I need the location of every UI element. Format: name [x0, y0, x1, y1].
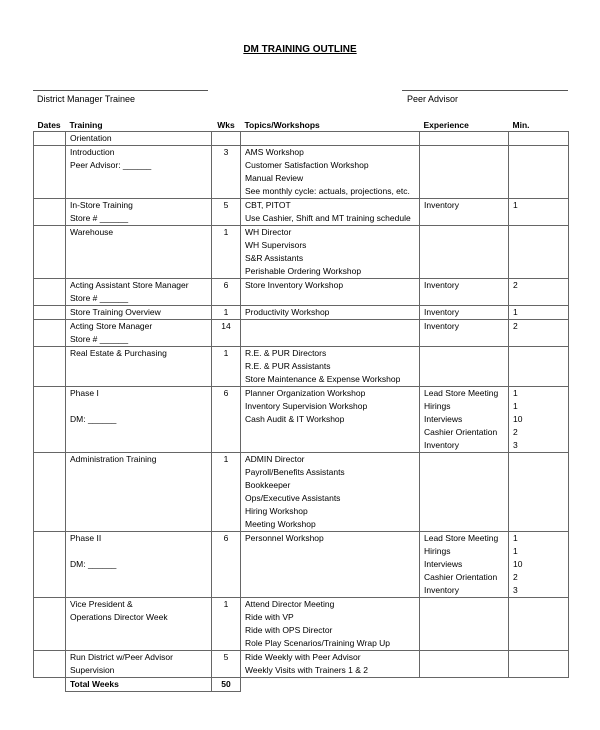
cell-topics	[241, 453, 420, 532]
cell-topics	[241, 347, 420, 387]
cell-wks: 1	[212, 347, 241, 387]
cell-line: CBT, PITOT	[245, 200, 291, 210]
cell-experience	[420, 387, 509, 453]
cell-line: Inventory	[424, 280, 459, 290]
cell-line: Store Training Overview	[70, 307, 161, 317]
cell-line: 2	[513, 572, 518, 582]
cell-experience	[420, 226, 509, 279]
cell-line: Inventory	[424, 307, 459, 317]
cell-line: Hirings	[424, 401, 451, 411]
cell-wks: 1	[212, 598, 241, 651]
cell-line: Phase I	[70, 388, 99, 398]
cell-line: Weekly Visits with Trainers 1 & 2	[245, 665, 368, 675]
cell-topics	[241, 199, 420, 226]
cell-line: AMS Workshop	[245, 147, 304, 157]
cell-line: Supervision	[70, 665, 115, 675]
table-row	[34, 146, 569, 199]
cell-topics	[241, 306, 420, 320]
cell-training	[66, 146, 212, 199]
cell-line: DM: ______	[70, 559, 117, 569]
cell-line: Inventory	[424, 440, 459, 450]
cell-line: 1	[513, 546, 518, 556]
cell-line: Personnel Workshop	[245, 533, 324, 543]
page-title: DM TRAINING OUTLINE	[243, 44, 357, 55]
cell-line: 1	[513, 388, 518, 398]
cell-dates	[34, 532, 66, 598]
cell-experience	[420, 146, 509, 199]
cell-line: 1	[513, 200, 518, 210]
cell-topics	[241, 387, 420, 453]
cell-wks: 1	[212, 453, 241, 532]
cell-line: Warehouse	[70, 227, 114, 237]
cell-line: See monthly cycle: actuals, projections, etc.	[245, 186, 410, 196]
table-row	[34, 532, 569, 598]
cell-topics	[241, 132, 420, 146]
training-outline-table	[33, 118, 569, 692]
cell-line: Store Inventory Workshop	[245, 280, 344, 290]
cell-min	[509, 532, 569, 598]
cell-line: Ride Weekly with Peer Advisor	[245, 652, 361, 662]
cell-training	[66, 651, 212, 678]
cell-line: Peer Advisor: ______	[70, 160, 152, 170]
cell-line: Cash Audit & IT Workshop	[245, 414, 345, 424]
cell-line: Interviews	[424, 559, 463, 569]
cell-line: WH Director	[245, 227, 292, 237]
cell-dates	[34, 320, 66, 347]
cell-line: Meeting Workshop	[245, 519, 316, 529]
cell-line: 2	[513, 427, 518, 437]
cell-line: 1	[513, 533, 518, 543]
cell-wks: 3	[212, 146, 241, 199]
cell-line: Ride with OPS Director	[245, 625, 333, 635]
cell-topics	[241, 279, 420, 306]
header-experience: Experience	[423, 119, 469, 130]
header-dates: Dates	[37, 119, 61, 130]
cell-experience	[420, 279, 509, 306]
cell-line: Phase II	[70, 533, 102, 543]
cell-wks: 6	[212, 532, 241, 598]
total-row	[34, 678, 569, 692]
cell-min	[509, 279, 569, 306]
table-row	[34, 347, 569, 387]
trainee-signature-line	[33, 90, 208, 91]
cell-min	[509, 146, 569, 199]
cell-training	[66, 387, 212, 453]
cell-min	[509, 132, 569, 146]
cell-line: Ops/Executive Assistants	[245, 493, 341, 503]
cell-line: 10	[513, 414, 523, 424]
cell-min	[509, 387, 569, 453]
cell-line: Store # ______	[70, 334, 129, 344]
cell-dates	[34, 387, 66, 453]
cell-line: Administration Training	[70, 454, 157, 464]
cell-experience	[420, 320, 509, 347]
cell-line: Lead Store Meeting	[424, 388, 499, 398]
cell-wks: 1	[212, 226, 241, 279]
cell-line: Bookkeeper	[245, 480, 291, 490]
cell-training	[66, 132, 212, 146]
cell-line: Perishable Ordering Workshop	[245, 266, 362, 276]
header-topics: Topics/Workshops	[244, 119, 320, 130]
cell-line: In-Store Training	[70, 200, 133, 210]
cell-line: 2	[513, 321, 518, 331]
cell-experience	[420, 132, 509, 146]
cell-line: Acting Store Manager	[70, 321, 153, 331]
table-body	[34, 132, 569, 678]
cell-dates	[34, 279, 66, 306]
cell-line: Hiring Workshop	[245, 506, 308, 516]
cell-experience	[420, 651, 509, 678]
cell-line: 1	[513, 401, 518, 411]
cell-training	[66, 453, 212, 532]
table-row	[34, 226, 569, 279]
cell-line: Ride with VP	[245, 612, 294, 622]
table-row	[34, 199, 569, 226]
cell-experience	[420, 598, 509, 651]
cell-line: R.E. & PUR Directors	[245, 348, 327, 358]
cell-line: S&R Assistants	[245, 253, 304, 263]
total-label: Total Weeks	[66, 678, 212, 692]
cell-min	[509, 226, 569, 279]
header-wks: Wks	[217, 119, 235, 130]
cell-line: Cashier Orientation	[424, 427, 498, 437]
cell-dates	[34, 306, 66, 320]
cell-training	[66, 532, 212, 598]
cell-line: Acting Assistant Store Manager	[70, 280, 189, 290]
cell-training	[66, 347, 212, 387]
cell-line: WH Supervisors	[245, 240, 307, 250]
cell-training	[66, 320, 212, 347]
total-blank	[241, 678, 420, 692]
cell-line: 1	[513, 307, 518, 317]
cell-min	[509, 199, 569, 226]
cell-line: R.E. & PUR Assistants	[245, 361, 331, 371]
cell-line: Manual Review	[245, 173, 304, 183]
cell-min	[509, 598, 569, 651]
cell-line: Inventory Supervision Workshop	[245, 401, 368, 411]
cell-line: DM: ______	[70, 414, 117, 424]
cell-wks: 14	[212, 320, 241, 347]
cell-line: 10	[513, 559, 523, 569]
cell-dates	[34, 453, 66, 532]
cell-line: 3	[513, 440, 518, 450]
cell-line: Interviews	[424, 414, 463, 424]
cell-line: Run District w/Peer Advisor	[70, 652, 173, 662]
cell-line: Store # ______	[70, 213, 129, 223]
header-row	[34, 118, 569, 132]
cell-line: Operations Director Week	[70, 612, 168, 622]
cell-line: Vice President &	[70, 599, 133, 609]
cell-min	[509, 651, 569, 678]
cell-experience	[420, 532, 509, 598]
cell-wks: 6	[212, 387, 241, 453]
cell-experience	[420, 453, 509, 532]
cell-min	[509, 306, 569, 320]
cell-line: Productivity Workshop	[245, 307, 330, 317]
advisor-label: Peer Advisor	[407, 94, 459, 104]
cell-line: Real Estate & Purchasing	[70, 348, 167, 358]
total-spacer	[34, 678, 66, 692]
cell-training	[66, 279, 212, 306]
total-value: 50	[212, 678, 241, 692]
cell-line: Attend Director Meeting	[245, 599, 335, 609]
table-row	[34, 279, 569, 306]
table-row	[34, 387, 569, 453]
cell-line: ADMIN Director	[245, 454, 305, 464]
cell-line: 3	[513, 585, 518, 595]
cell-line: Store Maintenance & Expense Workshop	[245, 374, 401, 384]
cell-line: Payroll/Benefits Assistants	[245, 467, 345, 477]
advisor-signature-line	[402, 90, 568, 91]
cell-training	[66, 199, 212, 226]
cell-min	[509, 347, 569, 387]
cell-training	[66, 306, 212, 320]
cell-line: Introduction	[70, 147, 115, 157]
header-training: Training	[69, 119, 103, 130]
cell-dates	[34, 226, 66, 279]
cell-line: Role Play Scenarios/Training Wrap Up	[245, 638, 391, 648]
table-row	[34, 320, 569, 347]
cell-line: Inventory	[424, 200, 459, 210]
header-min: Min.	[512, 119, 530, 130]
cell-topics	[241, 320, 420, 347]
cell-min	[509, 453, 569, 532]
cell-topics	[241, 146, 420, 199]
cell-wks: 5	[212, 651, 241, 678]
table-row	[34, 453, 569, 532]
cell-wks	[212, 132, 241, 146]
cell-topics	[241, 651, 420, 678]
cell-line: Inventory	[424, 321, 459, 331]
cell-line: Orientation	[70, 133, 112, 143]
cell-line: Inventory	[424, 585, 459, 595]
cell-dates	[34, 146, 66, 199]
cell-dates	[34, 347, 66, 387]
cell-dates	[34, 598, 66, 651]
cell-line	[70, 400, 207, 413]
cell-line	[70, 545, 207, 558]
cell-dates	[34, 651, 66, 678]
cell-line: Planner Organization Workshop	[245, 388, 366, 398]
cell-training	[66, 598, 212, 651]
cell-experience	[420, 199, 509, 226]
table-row	[34, 132, 569, 146]
cell-topics	[241, 598, 420, 651]
cell-line: Cashier Orientation	[424, 572, 498, 582]
cell-line: Use Cashier, Shift and MT training schedule	[245, 213, 411, 223]
cell-experience	[420, 306, 509, 320]
cell-wks: 5	[212, 199, 241, 226]
cell-wks: 1	[212, 306, 241, 320]
cell-topics	[241, 226, 420, 279]
cell-line: 2	[513, 280, 518, 290]
cell-min	[509, 320, 569, 347]
cell-line: Store # ______	[70, 293, 129, 303]
cell-dates	[34, 199, 66, 226]
table-row	[34, 306, 569, 320]
cell-experience	[420, 347, 509, 387]
table-row	[34, 598, 569, 651]
cell-wks: 6	[212, 279, 241, 306]
cell-line: Customer Satisfaction Workshop	[245, 160, 369, 170]
cell-dates	[34, 132, 66, 146]
cell-line: Lead Store Meeting	[424, 533, 499, 543]
table-row	[34, 651, 569, 678]
trainee-label: District Manager Trainee	[37, 94, 136, 104]
cell-training	[66, 226, 212, 279]
cell-topics	[241, 532, 420, 598]
cell-line: Hirings	[424, 546, 451, 556]
